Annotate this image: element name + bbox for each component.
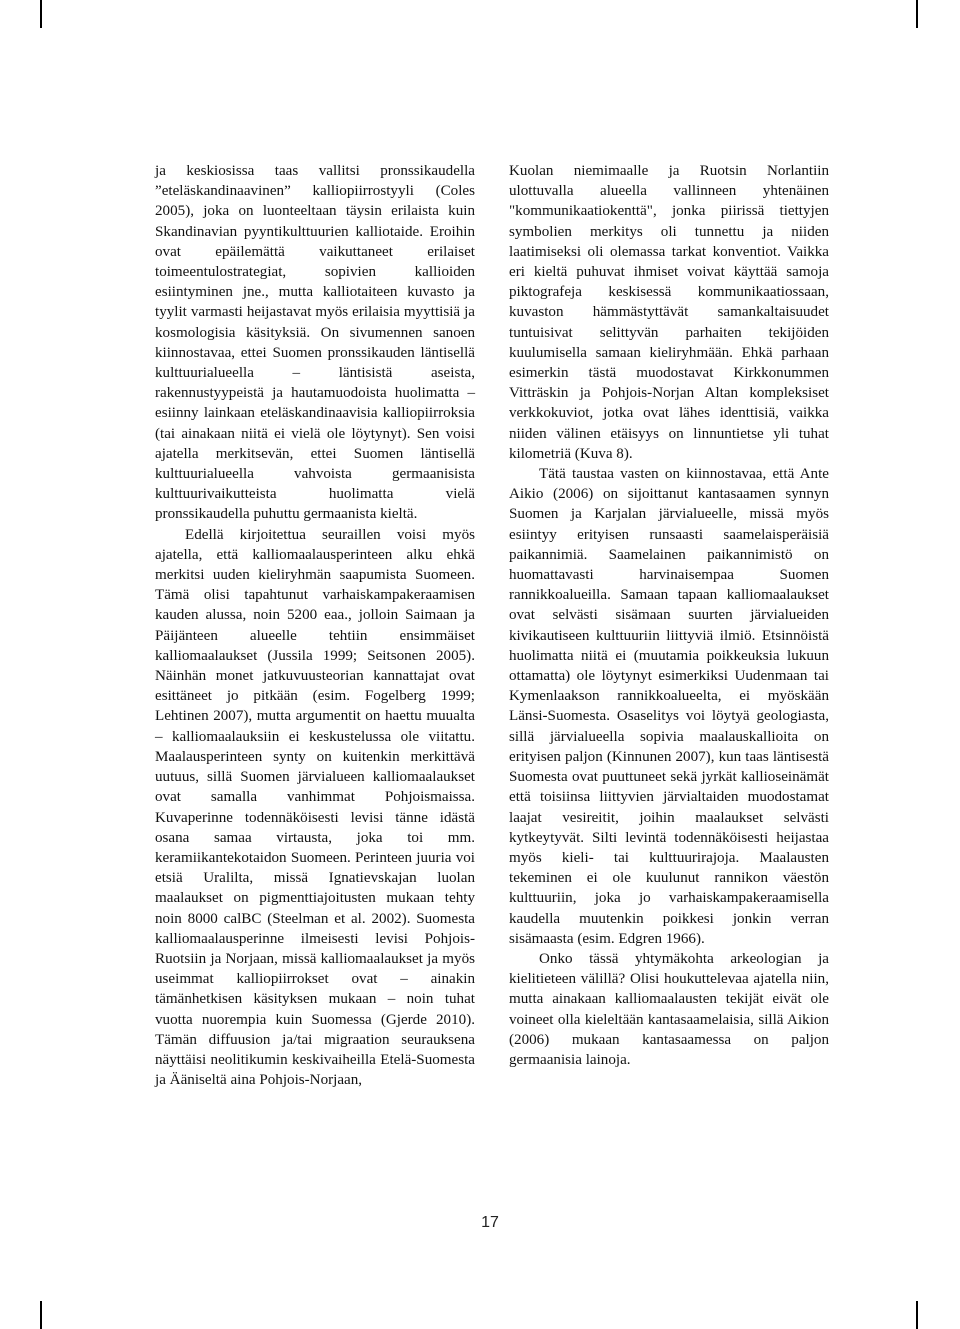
- left-paragraph-1: ja keskiosissa taas vallitsi pronssikaudella ”eteläskandinaavinen” kalliopiirrostyyli (Coles 2005), joka on luonteeltaan täysin erilaista kuin Skandinavian pyyntikulttuurien kalliotaide. Eroihin ovat epäilemättä vaikuttaneet erilaiset toimeentulostrategiat, sopivien kallioiden esiintyminen jne., mutta kalliotaiteen kuvasto ja tyylit varmasti heijastavat myös erilaisia myyttisiä ja kosmologisia käsityksiä. On sivumennen sanoen kiinnostavaa, ettei Suomen pronssikauden läntisellä kulttuurialueella – läntisistä aseista, rakennustyypeistä ja hautamuodoista huolimatta – esiinny lainkaan eteläskandinaavisia kalliopiirroksia (tai ainakaan niitä ei vielä ole löytynyt). Sen voisi ajatella merkitsevän, ettei Suomen läntisellä kulttuurialueella vahvoista germaanisista kulttuurivaikutteista huolimatta vielä pronssikaudella puhuttu germaanista kieltä.: [155, 163, 475, 523]
- right-paragraph-1: Kuolan niemimaalle ja Ruotsin Norlantiin ulottuvalla alueella vallinneen yhtenäinen "kommunikaatiokenttä", jonka piirissä tiettyjen symbolien merkitys oli tunnettu ja niiden laatimiseksi oli olemassa tarkat konventiot. Vaikka eri kieltä puhuvat ihmiset voivat käyttää samoja piktografeja keskisessä kommunikaatiossaan, kuvaston hämmästyttävät samankaltaisuudet tuntuisivat selittyvän parhaiten tekijöiden kuulumisella samaan kieliryhmään. Ehkä parhaan esimerkin tästä muodostavat Kirkkonummen Vitträskin ja Pohjois-Norjan Altan kompleksiset verkkokuviot, jotka ovat lähes identtisiä, vaikka niiden välinen etäisyys on linnuntietse yli tuhat kilometriä (Kuva 8).: [509, 163, 829, 462]
- left-paragraph-2: Edellä kirjoitettua seuraillen voisi myös ajatella, että kalliomaalausperinteen alku ehkä merkitsi uuden kieliryhmän saapumista Suomeen. Tämä olisi tapahtunut varhaiskampakeraamisen kauden alussa, noin 5200 eaa., jolloin Saimaan ja Päijänteen alueelle tehtiin ensimmäiset kalliomaalaukset (Jussila 1999; Seitsonen 2005). Näinhän monet jatkuvuusteorian kannattajat ovat esittäneet jo pitkään (esim. Fogelberg 1999; Lehtinen 2007), mutta argumentit on haettu muualta – kalliomaalauksiin ei keskustelussa ole viitattu. Maalausperinteen synty on kuitenkin merkittävä uutuus, sillä Suomen järvialueen kalliomaalaukset ovat samalla vanhimmat Pohjoismaissa. Kuvaperinne todennäköisesti levisi tänne idästä osana samaa virtausta, joka toi mm. keramiikantekotaidon Suomeen. Perinteen juuria voi etsiä Uralilta, missä Ignatievskajan luolan maalaukset on pigmenttiajoitusten mukaan tehty noin 8000 calBC (Steelman et al. 2002). Suomesta kalliomaalausperinne ilmeisesti levisi Pohjois-Ruotsiin ja Norjaan, missä kalliomaalaukset ja myös useimmat kalliopiirrokset ovat – ainakin tämänhetkisen käsityksen mukaan – noin tuhat vuotta nuorempia kuin Suomessa (Gjerde 2010). Tämän diffuusion ja/tai migraation seurauksena näyttäisi neolitikumin keskivaiheilla Etelä-Suomesta ja Ääniseltä aina Pohjois-Norjaan,: [155, 526, 475, 1089]
- right-paragraph-2: Tätä taustaa vasten on kiinnostavaa, että Ante Aikio (2006) on sijoittanut kantasaamen synnyn Suomen ja Karjalan järvialueelle, missä myös esiintyy erityisen runsaasti saamelaisperäisiä paikannimiä. Saamelainen paikannimistö on huomattavasti harvinaisempaa Suomen rannikkoalueilla. Samaan tapaan kalliomaalaukset ovat selvästi sisämaan suurten järvialueiden kivikautiseen kulttuuriin liittyviä ilmiö. Etsinnöistä huolimatta niitä ei (muutamia poikkeuksia lukuun ottamatta) ole löytynyt esimerkiksi Uudenmaan tai Kymenlaakson rannikkoalueelta, ei myöskään Länsi-Suomesta. Osaselitys voi löytyä geologiasta, sillä järvialueella sopivia maalauskallioita on erityisen paljon (Kinnunen 2007), kun taas läntisestä Suomesta ovat puuttuneet sekä jyrkät kallioseinämät että toisiinsa liittyvien järvialtaiden muodostamat laajat vesireitit, joihin maalaukset selvästi kytkeytyvät. Silti levintä todennäköisesti heijastaa myös kieli- tai kulttuurirajoja. Maalausten tekeminen ei ole kuulunut rannikon väestön kulttuuriin, joka jo varhaiskampakeraamisella kaudella muutenkin poikkesi jonkin verran sisämaasta (esim. Edgren 1966).: [509, 466, 829, 947]
- right-paragraph-3: Onko tässä yhtymäkohta arkeologian ja kielitieteen välillä? Olisi houkuttelevaa ajatella niin, mutta ainakaan kalliomaalausten tekijät eivät ole voineet olla kieleltään kantasaamelaisia, sillä Aikion (2006) mukaan kantasaamessa on paljon germaanisia lainoja.: [509, 950, 829, 1068]
- crop-mark-bottom-left: [40, 1301, 42, 1329]
- right-text-column: [509, 161, 829, 1070]
- crop-mark-top-right: [916, 0, 918, 28]
- crop-mark-bottom-right: [916, 1301, 918, 1329]
- crop-mark-top-left: [40, 0, 42, 28]
- page-number: 17: [481, 1214, 499, 1231]
- left-text-column: [155, 161, 475, 1090]
